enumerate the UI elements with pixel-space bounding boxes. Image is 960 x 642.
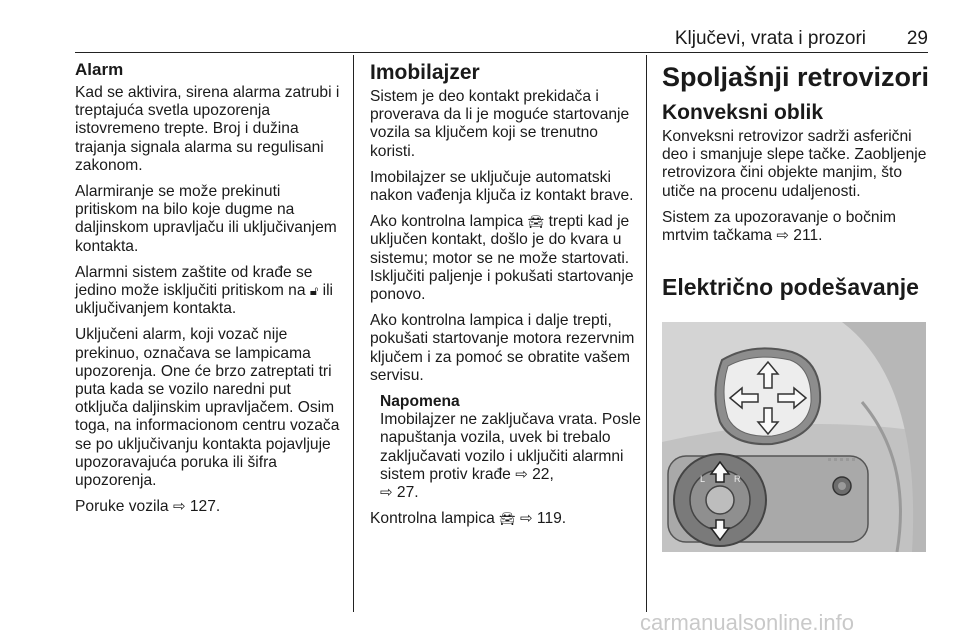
paragraph: Ako kontrolna lampica i dalje trepti, pokušati startovanje motora rezervnim ključem i za pomoć se obratite vašem servisu. bbox=[370, 312, 635, 384]
immobiliser-warning-icon: 🚘︎ bbox=[527, 214, 545, 230]
page-reference-icon[interactable]: ⇨ bbox=[520, 510, 533, 528]
header-rule bbox=[75, 52, 928, 53]
paragraph bbox=[370, 510, 642, 528]
unlock-icon: 🔓︎ bbox=[309, 283, 319, 299]
paragraph: Kad se aktivira, sirena alarma zatrubi i treptajuća svetla upozorenja istovremeno trepte. Broj i dužina trajanja signala alarma su regulisani zakonom. bbox=[75, 84, 340, 174]
paragraph bbox=[370, 213, 642, 304]
page-reference-icon[interactable]: ⇨ bbox=[172, 498, 186, 516]
paragraph: Imobilajzer se uključuje automatski nakon vađenja ključa iz kontakt brave. bbox=[370, 168, 634, 205]
column-mirrors bbox=[662, 60, 930, 311]
page-reference-icon[interactable]: ⇨ bbox=[515, 465, 528, 483]
mirror-adjustment-illustration bbox=[662, 322, 926, 552]
page-reference-icon[interactable]: ⇨ bbox=[380, 484, 393, 502]
subheading-electric-adjustment: Električno podešavanje bbox=[662, 274, 919, 301]
section-heading-alarm: Alarm bbox=[75, 60, 124, 79]
note-text bbox=[380, 411, 642, 502]
column-immobiliser bbox=[370, 60, 642, 536]
section-heading-mirrors: Spoljašnji retrovizori bbox=[662, 62, 930, 92]
paragraph: Alarmiranje se može prekinuti pritiskom na bilo koje dugme na daljinskom upravljaču ili uključivanjem kontakta. bbox=[75, 183, 337, 255]
page-reference-icon[interactable]: ⇨ bbox=[776, 227, 789, 245]
text-run: ili uključivanjem kontakta. bbox=[75, 282, 334, 318]
column-divider bbox=[353, 55, 354, 612]
page-reference-link[interactable]: 127. bbox=[185, 498, 221, 516]
paragraph: Uključeni alarm, koji vozač nije prekinuo, označava se lampicama upozorenja. One će brzo zatreptati tri puta kada se vozilo naredni put otključa daljinskim upravljačem. Osim toga, na informacionom centru vozača se po uključivanju kontakta pojavljuje upozoravajuća poruka ili šifra upozorenja. bbox=[75, 326, 340, 490]
immobiliser-warning-icon: 🚘︎ bbox=[499, 511, 516, 527]
note-title: Napomena bbox=[380, 393, 460, 411]
text-run: Imobilajzer ne zaključava vrata. Posle napuštanja vozila, uvek bi trebalo zaključavati vozilo i uključiti alarmni sistem protiv krađe bbox=[380, 411, 641, 483]
text-run: Poruke vozila bbox=[75, 498, 173, 516]
page-reference-link[interactable]: 22, bbox=[527, 465, 554, 483]
text-run: Alarmni sistem zaštite od krađe se jedino može isključiti pritiskom na bbox=[75, 263, 313, 300]
chapter-title: Ključevi, vrata i prozori bbox=[674, 28, 866, 49]
svg-text:L: L bbox=[700, 474, 706, 484]
subheading-convex: Konveksni oblik bbox=[662, 101, 824, 124]
note-box bbox=[370, 393, 642, 502]
paragraph bbox=[75, 264, 347, 319]
svg-text:R: R bbox=[734, 474, 741, 484]
page-reference-link[interactable]: 119. bbox=[532, 510, 567, 528]
paragraph bbox=[662, 209, 930, 245]
text-run: Ako kontrolna lampica bbox=[370, 213, 528, 231]
section-heading-immobiliser: Imobilajzer bbox=[370, 61, 480, 84]
paragraph: Sistem je deo kontakt prekidača i proverava da li je moguće startovanje vozila sa ključem koji se trenutno koristi. bbox=[370, 88, 630, 160]
text-run: Kontrolna lampica bbox=[370, 510, 500, 528]
text-run: trepti kad je uključen kontakt, došlo je do kvara u sistemu; motor se ne može startovati. Isključiti paljenje i pokušati startovanje ponovo. bbox=[370, 213, 634, 304]
column-alarm bbox=[75, 60, 347, 524]
paragraph bbox=[75, 498, 347, 516]
text-run: Sistem za upozoravanje o bočnim mrtvim tačkama bbox=[662, 208, 897, 245]
paragraph: Konveksni retrovizor sadrži asferični deo i smanjuje slepe tačke. Zaobljenje retrovizora čini objekte manjim, što utiče na procenu udaljenosti. bbox=[662, 128, 927, 200]
column-divider bbox=[646, 55, 647, 612]
page-reference-link[interactable]: 211. bbox=[788, 227, 823, 245]
page-reference-link[interactable]: 27. bbox=[392, 484, 419, 502]
page-number: 29 bbox=[906, 28, 928, 49]
watermark: carmanualsonline.info bbox=[640, 610, 855, 635]
page-header bbox=[660, 28, 928, 50]
